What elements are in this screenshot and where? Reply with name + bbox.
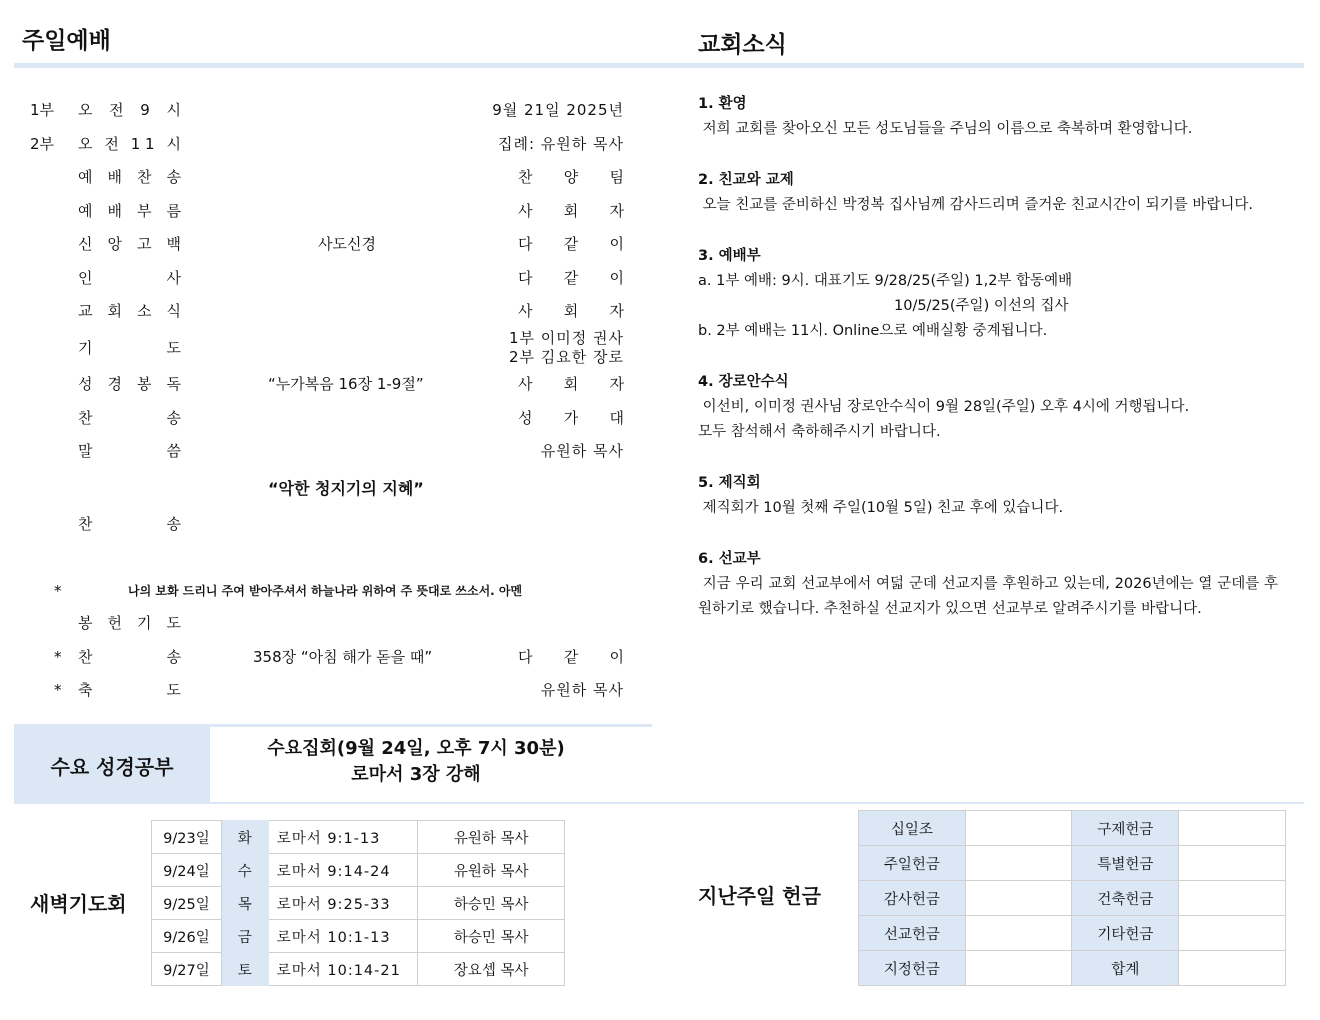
worship-item-role-char: 다 [518,269,533,287]
news-item-title: 5. 제직회 [698,475,761,491]
worship-item-role-char: 팀 [609,168,624,186]
worship-item-role-char: 가 [563,409,579,427]
offering-table [858,810,1286,986]
service1-time-char: 9 [140,101,150,119]
service2-time-char: 시 [166,135,181,153]
offering-prayer-name-char: 헌 [107,614,122,632]
worship-item-name-char: 소 [137,302,152,320]
news-item-line: a. 1부 예배: 9시. 대표기도 9/28/25(주일) 1,2부 합동예배 [698,273,1073,289]
news-item-title: 1. 환영 [698,96,747,112]
dawn-date: 9/23일 [152,821,222,854]
benediction-name-char: 도 [166,681,181,699]
offering-category: 특별헌금 [1072,846,1179,881]
dawn-leader: 하승민 목사 [418,920,565,953]
worship-item-mid: 358장 “아침 해가 돋을 때” [253,648,433,666]
star-mark: * [54,582,62,600]
prayer-name-char: 도 [166,339,181,357]
hymn-name [78,513,181,535]
worship-item-name-char: 사 [166,269,181,287]
offering-category: 기타헌금 [1072,916,1179,951]
worship-item-name-char: 앙 [107,235,122,253]
worship-item-name-char: 신 [78,235,93,253]
offering-category: 구제헌금 [1072,811,1179,846]
news-item-title: 6. 선교부 [698,551,761,567]
offering-label: 지난주일 헌금 [698,884,821,908]
worship-date: 9월 21일 2025년 [492,101,624,119]
worship-item-role-char: 다 [518,235,533,253]
dawn-row [152,953,565,986]
worship-item-mid: 사도신경 [318,235,376,253]
service1-time-char: 오 [78,101,93,119]
star-mark: * [54,681,62,699]
worship-item-name-char: 말 [78,442,93,460]
dawn-text: 로마서 9:25-33 [268,887,418,920]
offering-prayer-name-char: 도 [166,614,181,632]
worship-item-role [518,166,624,188]
wednesday-info [210,736,622,788]
dawn-row [152,887,565,920]
service2-label: 2부 [30,135,55,153]
final-hymn-row [0,646,624,668]
final-hymn-name-char: 송 [166,648,181,666]
dawn-text: 로마서 10:14-21 [268,953,418,986]
news-item-body: 오늘 친교를 준비하신 박정복 집사님께 감사드리며 즐거운 친교시간이 되기를 바랍니다. [698,197,1253,213]
prayer-line2: 2부 김요한 장로 [508,348,624,366]
offering-amount [1179,916,1286,951]
worship-item-role-char: 회 [563,302,579,320]
worship-item-name-char: 봉 [137,375,152,393]
news-item-title: 4. 장로안수식 [698,374,789,390]
dawn-date: 9/25일 [152,887,222,920]
offering-hymn-row [0,580,624,602]
service2-time-char: 1 1 [130,135,155,153]
worship-item-name [78,233,181,255]
final-hymn-name-char: 찬 [78,648,93,666]
worship-item-role [518,267,624,289]
worship-item-name [78,373,181,395]
offering-amount [1179,881,1286,916]
worship-item-name [78,267,181,289]
dawn-date: 9/27일 [152,953,222,986]
final-hymn-role-char: 다 [518,648,533,666]
benediction-row [0,679,624,701]
dawn-leader: 유원하 목사 [418,854,565,887]
dawn-date: 9/26일 [152,920,222,953]
news-item-title: 3. 예배부 [698,248,761,264]
worship-title: 주일예배 [22,28,111,54]
worship-item-role-char: 이 [609,235,624,253]
worship-item-role-char: 사 [518,202,533,220]
dawn-leader: 하승민 목사 [418,887,565,920]
offering-prayer-row [0,612,624,634]
worship-item-name [78,200,181,222]
prayer-line1: 1부 이미정 권사 [508,329,624,347]
dawn-day: 토 [221,953,268,986]
dawn-leader: 유원하 목사 [418,821,565,854]
dawn-leader: 장요셉 목사 [418,953,565,986]
offering-amount [965,846,1072,881]
worship-item-role-char: 회 [563,202,579,220]
worship-item-name-char: 배 [107,168,122,186]
news-item-line: 모두 참석해서 축하해주시기 바랍니다. [698,424,941,440]
worship-item-name-char: 름 [166,202,181,220]
offering-amount [1179,811,1286,846]
worship-item-name-char: 독 [166,375,181,393]
worship-item-role-char: 같 [563,235,579,253]
dawn-day: 금 [221,920,268,953]
news-item-line: 이선비, 이미정 권사님 장로안수식이 9월 28일(주일) 오후 4시에 거행됩니다. [698,399,1190,415]
worship-item-role [518,233,624,255]
worship-item-name-char: 송 [166,168,181,186]
worship-item-name-char: 백 [166,235,181,253]
offering-amount [965,811,1072,846]
worship-item-name-char: 부 [137,202,152,220]
offering-amount [965,916,1072,951]
service2-row [0,133,624,155]
worship-item-role-char: 자 [609,202,624,220]
worship-leader: 집례: 유원하 목사 [497,135,624,153]
worship-item [0,373,624,395]
worship-item-role-char: 찬 [518,168,533,186]
offering-category: 십일조 [859,811,966,846]
hymn-name-char: 송 [166,515,181,533]
news-item-title: 2. 친교와 교제 [698,172,794,188]
worship-item-name-char: 예 [78,168,93,186]
offering-row [859,881,1286,916]
worship-item-role-char: 자 [609,375,624,393]
service1-time-char: 시 [166,101,181,119]
worship-item-name [78,440,181,462]
dawn-row [152,920,565,953]
offering-amount [1179,846,1286,881]
final-hymn-role [518,646,624,668]
worship-item-name-char: 찬 [137,168,152,186]
worship-item-role-char: 이 [609,269,624,287]
worship-item [0,300,624,322]
offering-category: 합계 [1072,951,1179,986]
offering-row [859,811,1286,846]
offering-amount [965,951,1072,986]
benediction-name [78,679,181,701]
news-list [698,92,1278,648]
worship-item-mid: “누가복음 16장 1-9절” [268,375,424,393]
news-item [698,168,1278,218]
worship-item-role-char: 사 [518,375,533,393]
news-item [698,244,1278,344]
worship-item-name-char: 배 [107,202,122,220]
dawn-day: 수 [221,854,268,887]
worship-item-role-char: 사 [518,302,533,320]
offering-prayer-name-char: 기 [137,614,152,632]
benediction-name-char: 축 [78,681,93,699]
service2-time-char: 전 [104,135,119,153]
news-item [698,92,1278,142]
worship-item-role-char: 자 [609,302,624,320]
prayer-name [78,337,181,359]
dawn-text: 로마서 10:1-13 [268,920,418,953]
worship-item [0,233,624,255]
worship-item-name-char: 고 [137,235,152,253]
worship-item-role [518,373,624,395]
wednesday-bottom-line [14,802,1304,804]
benediction-role: 유원하 목사 [540,681,624,699]
final-hymn-role-char: 같 [563,648,579,666]
dawn-day: 화 [221,821,268,854]
offering-category: 지정헌금 [859,951,966,986]
service2-time-char: 오 [78,135,93,153]
worship-item-name [78,300,181,322]
news-item-line: b. 2부 예배는 11시. Online으로 예배실황 중계됩니다. [698,323,1048,339]
offering-row [859,916,1286,951]
offering-row [859,951,1286,986]
worship-item-name-char: 식 [166,302,181,320]
service1-row [0,99,624,121]
news-item [698,471,1278,521]
worship-item-role-char: 성 [518,409,533,427]
dawn-date: 9/24일 [152,854,222,887]
offering-row [859,846,1286,881]
offering-category: 선교헌금 [859,916,966,951]
worship-item-name-char: 회 [107,302,122,320]
dawn-text: 로마서 9:14-24 [268,854,418,887]
star-mark: * [54,648,62,666]
worship-item-name-char: 씀 [166,442,181,460]
hymn-row [0,513,624,535]
dawn-day: 목 [221,887,268,920]
worship-item [0,440,624,462]
news-item-body: 제직회가 10월 첫째 주일(10월 5일) 친교 후에 있습니다. [698,500,1064,516]
service2-time [78,133,181,155]
service1-time [78,99,181,121]
service1-label: 1부 [30,101,55,119]
worship-item-name-char: 송 [166,409,181,427]
worship-item-role-char: 대 [609,409,624,427]
worship-item-name [78,407,181,429]
worship-item-name-char: 예 [78,202,93,220]
news-item [698,370,1278,445]
worship-item-role-char: 양 [563,168,579,186]
worship-item [0,407,624,429]
wednesday-label: 수요 성경공부 [14,727,210,803]
wednesday-line1: 수요집회(9월 24일, 오후 7시 30분) [267,738,565,759]
news-item-body: 지금 우리 교회 선교부에서 여덟 군데 선교지를 후원하고 있는데, 2026년에는 열 군데를 후원하기로 했습니다. 추천하실 선교지가 있으면 선교부로 알려주시기를 바랍니다. [698,576,1279,617]
prayer-name-char: 기 [78,339,93,357]
worship-item-name-char: 인 [78,269,93,287]
dawn-table [151,820,565,986]
offering-category: 주일헌금 [859,846,966,881]
worship-item-role-char: 회 [563,375,579,393]
news-item-body: 저희 교회를 찾아오신 모든 성도님들을 주님의 이름으로 축복하며 환영합니다. [698,121,1193,137]
worship-item-name-char: 성 [78,375,93,393]
dawn-row [152,854,565,887]
final-hymn-name [78,646,181,668]
offering-prayer-name [78,612,181,634]
worship-item-name-char: 경 [107,375,122,393]
dawn-row [152,821,565,854]
worship-item-name [78,166,181,188]
offering-category: 감사헌금 [859,881,966,916]
sermon-title: “악한 청지기의 지혜” [268,479,424,498]
offering-category: 건축헌금 [1072,881,1179,916]
worship-item-name-char: 교 [78,302,93,320]
offering-prayer-name-char: 봉 [78,614,93,632]
dawn-text: 로마서 9:1-13 [268,821,418,854]
final-hymn-role-char: 이 [609,648,624,666]
worship-item-name-char: 찬 [78,409,93,427]
worship-item [0,200,624,222]
news-item [698,547,1278,622]
hymn-name-char: 찬 [78,515,93,533]
offering-amount [1179,951,1286,986]
dawn-label: 새벽기도회 [30,892,127,916]
worship-item-role: 유원하 목사 [540,442,624,460]
news-title: 교회소식 [698,32,787,58]
service1-time-char: 전 [109,101,124,119]
worship-item-role-char: 같 [563,269,579,287]
offering-hymn-text: 나의 보화 드리니 주여 받아주셔서 하늘나라 위하여 주 뜻대로 쓰소서. 아멘 [128,584,523,598]
worship-order [0,0,640,720]
worship-item [0,267,624,289]
news-item-line: 10/5/25(주일) 이선의 집사 [894,298,1069,314]
worship-item-role [518,200,624,222]
offering-amount [965,881,1072,916]
worship-item-role [518,407,624,429]
worship-item-role [518,300,624,322]
prayer-leaders [476,329,624,367]
worship-item [0,166,624,188]
wednesday-line2: 로마서 3장 강해 [351,764,481,785]
